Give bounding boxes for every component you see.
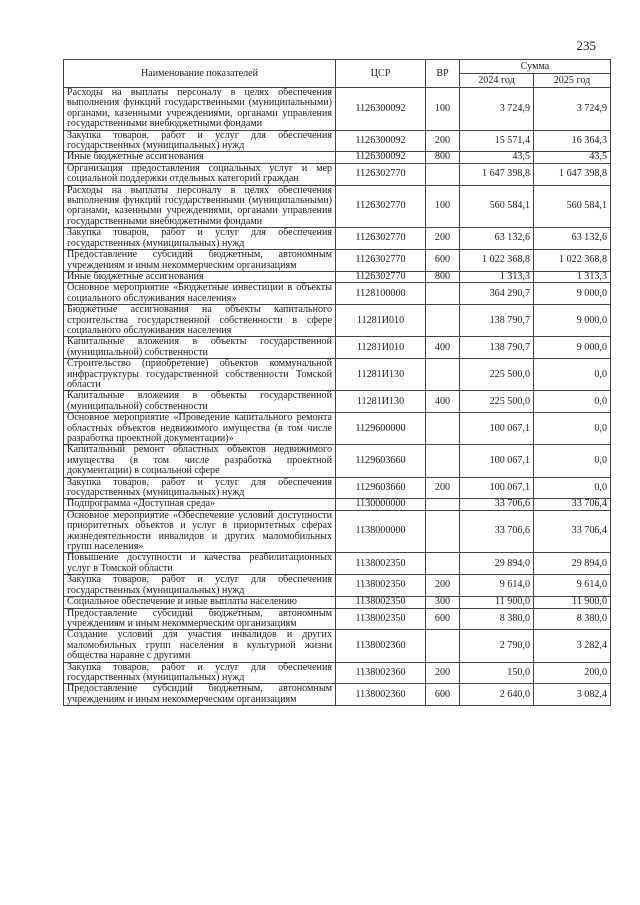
row-csr: 1126302770 [336, 228, 426, 250]
row-vr: 600 [426, 250, 460, 272]
row-vr: 600 [426, 684, 460, 706]
table-header [64, 60, 611, 88]
header-name: Наименование показателей [64, 60, 336, 88]
row-vr: 600 [426, 608, 460, 630]
row-sum-2025: 1 022 368,8 [534, 250, 611, 272]
row-name: Капитальные вложения в объекты государственной (муниципальной) собственности [64, 391, 336, 413]
row-csr: 1126302770 [336, 163, 426, 185]
row-vr: 200 [426, 575, 460, 597]
table-body [64, 88, 611, 706]
row-vr [426, 510, 460, 553]
row-sum-2025: 3 282,4 [534, 630, 611, 662]
row-sum-2024: 138 790,7 [460, 305, 534, 337]
row-vr [426, 553, 460, 575]
row-sum-2025: 0,0 [534, 391, 611, 413]
row-name: Закупка товаров, работ и услуг для обеспечения государственных (муниципальных) нужд [64, 130, 336, 152]
table-row [64, 305, 611, 337]
table-row [64, 250, 611, 272]
row-name: Капитальный ремонт областных объектов недвижимого имущества (в том числе разработка проектной документации) в социальной сфере [64, 445, 336, 477]
row-vr: 100 [426, 88, 460, 131]
row-csr: 1130000000 [336, 499, 426, 510]
table-row [64, 510, 611, 553]
page-number: 235 [576, 38, 596, 53]
row-sum-2025: 63 132,6 [534, 228, 611, 250]
table-row [64, 630, 611, 662]
table-row [64, 413, 611, 445]
row-sum-2025: 29 894,0 [534, 553, 611, 575]
row-sum-2025: 11 900,0 [534, 597, 611, 608]
row-sum-2024: 225 500,0 [460, 359, 534, 391]
row-sum-2024: 100 067,1 [460, 445, 534, 477]
row-sum-2025: 3 724,9 [534, 88, 611, 131]
row-name: Закупка товаров, работ и услуг для обеспечения государственных (муниципальных) нужд [64, 575, 336, 597]
row-sum-2025: 43,5 [534, 152, 611, 163]
row-vr [426, 163, 460, 185]
table-row [64, 152, 611, 163]
row-vr [426, 413, 460, 445]
table-row [64, 662, 611, 684]
row-vr [426, 630, 460, 662]
row-name: Бюджетные ассигнования на объекты капитального строительства государственной собственности в сфере социального обслуживания населения [64, 305, 336, 337]
row-csr: 11281И010 [336, 337, 426, 359]
row-sum-2024: 364 290,7 [460, 283, 534, 305]
row-name: Подпрограмма «Доступная среда» [64, 499, 336, 510]
row-name: Повышение доступности и качества реабилитационных услуг в Томской области [64, 553, 336, 575]
row-vr [426, 445, 460, 477]
row-sum-2025: 9 000,0 [534, 283, 611, 305]
row-csr: 1126300092 [336, 88, 426, 131]
row-name: Основное мероприятие «Бюджетные инвестиции в объекты социального обслуживания населения» [64, 283, 336, 305]
row-sum-2024: 1 313,3 [460, 271, 534, 282]
row-name: Закупка товаров, работ и услуг для обеспечения государственных (муниципальных) нужд [64, 477, 336, 499]
row-sum-2024: 11 900,0 [460, 597, 534, 608]
row-sum-2024: 150,0 [460, 662, 534, 684]
row-name: Строительство (приобретение) объектов коммунальной инфраструктуры государственной собственности Томской области [64, 359, 336, 391]
table-row [64, 477, 611, 499]
table-row [64, 499, 611, 510]
row-csr: 11281И130 [336, 391, 426, 413]
header-2025: 2025 год [534, 74, 611, 88]
row-csr: 1126302770 [336, 185, 426, 228]
row-name: Закупка товаров, работ и услуг для обеспечения государственных (муниципальных) нужд [64, 228, 336, 250]
row-sum-2024: 63 132,6 [460, 228, 534, 250]
row-name: Основное мероприятие «Обеспечение условий доступности приоритетных объектов и услуг в приоритетных сферах жизнедеятельности инвалидов и других маломобильных групп населения» [64, 510, 336, 553]
row-sum-2024: 2 790,0 [460, 630, 534, 662]
row-sum-2024: 43,5 [460, 152, 534, 163]
row-sum-2025: 8 380,0 [534, 608, 611, 630]
row-name: Иные бюджетные ассигнования [64, 271, 336, 282]
row-vr: 200 [426, 477, 460, 499]
row-sum-2025: 16 364,3 [534, 130, 611, 152]
table-row [64, 130, 611, 152]
row-sum-2024: 225 500,0 [460, 391, 534, 413]
row-csr: 1126302770 [336, 271, 426, 282]
row-sum-2024: 33 706,6 [460, 499, 534, 510]
row-sum-2025: 0,0 [534, 359, 611, 391]
row-sum-2025: 33 706,4 [534, 510, 611, 553]
row-vr: 200 [426, 130, 460, 152]
row-csr: 1126300092 [336, 152, 426, 163]
table-row [64, 575, 611, 597]
row-name: Предоставление субсидий бюджетным, автономным учреждениям и иным некоммерческим организациям [64, 684, 336, 706]
row-sum-2024: 100 067,1 [460, 477, 534, 499]
table-row [64, 283, 611, 305]
row-csr: 1138002350 [336, 608, 426, 630]
row-vr: 200 [426, 228, 460, 250]
table-row [64, 391, 611, 413]
row-sum-2025: 9 614,0 [534, 575, 611, 597]
row-sum-2024: 15 571,4 [460, 130, 534, 152]
row-csr: 11281И130 [336, 359, 426, 391]
row-name: Расходы на выплаты персоналу в целях обеспечения выполнения функций государственными (муниципальными) органами, казенными учреждениями, органами управления государственными внебюджетными фондами [64, 185, 336, 228]
row-name: Основное мероприятие «Проведение капитального ремонта областных объектов недвижимого имущества (в том числе разработка проектной документации)» [64, 413, 336, 445]
row-vr [426, 359, 460, 391]
row-vr: 800 [426, 152, 460, 163]
row-vr: 800 [426, 271, 460, 282]
row-csr: 1138002360 [336, 684, 426, 706]
row-vr: 400 [426, 391, 460, 413]
row-name: Иные бюджетные ассигнования [64, 152, 336, 163]
header-vr: ВР [426, 60, 460, 88]
header-csr: ЦСР [336, 60, 426, 88]
row-sum-2024: 29 894,0 [460, 553, 534, 575]
row-vr: 100 [426, 185, 460, 228]
row-sum-2024: 2 640,0 [460, 684, 534, 706]
row-csr: 1138002350 [336, 597, 426, 608]
row-sum-2025: 33 706,4 [534, 499, 611, 510]
row-sum-2025: 0,0 [534, 445, 611, 477]
row-csr: 1129600000 [336, 413, 426, 445]
row-sum-2025: 0,0 [534, 477, 611, 499]
row-sum-2024: 560 584,1 [460, 185, 534, 228]
table-row [64, 597, 611, 608]
row-sum-2025: 200,0 [534, 662, 611, 684]
table-row [64, 185, 611, 228]
row-name: Организация предоставления социальных услуг и мер социальной поддержки отдельных категорий граждан [64, 163, 336, 185]
header-sum: Сумма [460, 60, 611, 74]
row-vr [426, 305, 460, 337]
row-sum-2024: 33 706,6 [460, 510, 534, 553]
row-csr: 1129603660 [336, 445, 426, 477]
row-csr: 1126302770 [336, 250, 426, 272]
row-csr: 1138002360 [336, 630, 426, 662]
row-sum-2025: 9 000,0 [534, 337, 611, 359]
row-sum-2025: 1 647 398,8 [534, 163, 611, 185]
row-sum-2024: 9 614,0 [460, 575, 534, 597]
row-csr: 1138002360 [336, 662, 426, 684]
row-name: Расходы на выплаты персоналу в целях обеспечения выполнения функций государственными (муниципальными) органами, казенными учреждениями, органами управления государственными внебюджетными фондами [64, 88, 336, 131]
row-vr [426, 283, 460, 305]
row-sum-2025: 9 000,0 [534, 305, 611, 337]
row-sum-2025: 0,0 [534, 413, 611, 445]
budget-table [63, 59, 611, 706]
table-row [64, 88, 611, 131]
header-2024: 2024 год [460, 74, 534, 88]
row-sum-2024: 1 022 368,8 [460, 250, 534, 272]
row-sum-2024: 3 724,9 [460, 88, 534, 131]
row-csr: 1138002350 [336, 553, 426, 575]
row-vr: 300 [426, 597, 460, 608]
row-sum-2024: 1 647 398,8 [460, 163, 534, 185]
row-name: Создание условий для участия инвалидов и других маломобильных групп населения в культурной жизни общества наравне с другими [64, 630, 336, 662]
row-vr: 400 [426, 337, 460, 359]
row-name: Предоставление субсидий бюджетным, автономным учреждениям и иным некоммерческим организациям [64, 608, 336, 630]
table-row [64, 445, 611, 477]
table-row [64, 163, 611, 185]
row-csr: 1128100000 [336, 283, 426, 305]
row-sum-2024: 100 067,1 [460, 413, 534, 445]
row-csr: 1129603660 [336, 477, 426, 499]
row-csr: 1138000000 [336, 510, 426, 553]
row-sum-2025: 1 313,3 [534, 271, 611, 282]
row-name: Социальное обеспечение и иные выплаты населению [64, 597, 336, 608]
table-row [64, 359, 611, 391]
table-row [64, 228, 611, 250]
table-row [64, 608, 611, 630]
row-name: Капитальные вложения в объекты государственной (муниципальной) собственности [64, 337, 336, 359]
table-row [64, 553, 611, 575]
row-vr [426, 499, 460, 510]
row-sum-2025: 560 584,1 [534, 185, 611, 228]
row-csr: 1138002350 [336, 575, 426, 597]
row-sum-2024: 138 790,7 [460, 337, 534, 359]
row-name: Закупка товаров, работ и услуг для обеспечения государственных (муниципальных) нужд [64, 662, 336, 684]
row-vr: 200 [426, 662, 460, 684]
row-csr: 1126300092 [336, 130, 426, 152]
row-sum-2025: 3 082,4 [534, 684, 611, 706]
table-row [64, 337, 611, 359]
row-name: Предоставление субсидий бюджетным, автономным учреждениям и иным некоммерческим организациям [64, 250, 336, 272]
table-row [64, 271, 611, 282]
table-row [64, 684, 611, 706]
row-csr: 11281И010 [336, 305, 426, 337]
row-sum-2024: 8 380,0 [460, 608, 534, 630]
